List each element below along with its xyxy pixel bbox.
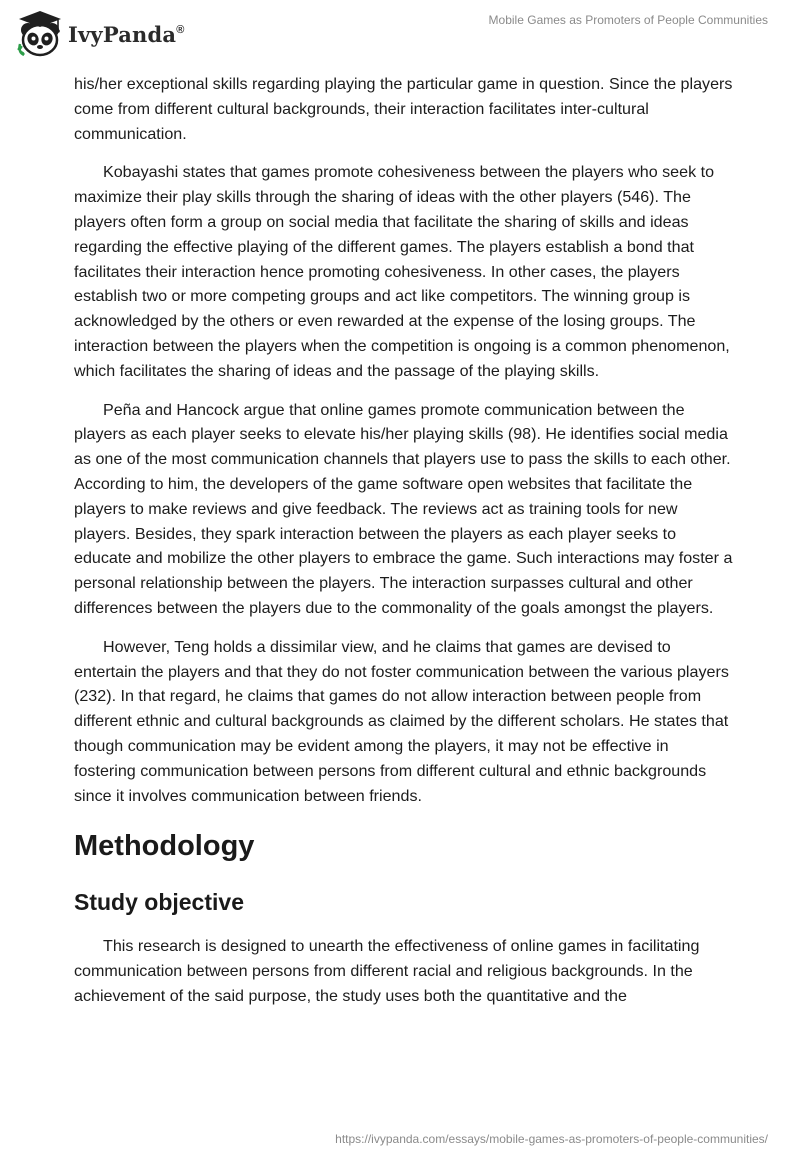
subsection-heading-study-objective: Study objective: [74, 889, 244, 916]
brand-name: [68, 22, 185, 47]
paragraph-continued: his/her exceptional skills regarding playing the particular game in question. Since the players come from different cultural backgrounds, their interaction facilitates inter-cultural communication.: [74, 75, 733, 143]
ivypanda-logo[interactable]: [14, 8, 185, 60]
registered-mark: ®: [176, 23, 185, 36]
paragraph-study-objective: This research is designed to unearth the effectiveness of online games in facilitating communication between persons from different racial and religious backgrounds. In the achievement of the said purpose, the study uses both the quantitative and the: [74, 937, 700, 1005]
paragraph-kobayashi: Kobayashi states that games promote cohesiveness between the players who seek to maximize their play skills through the sharing of ideas with the other players (546). The players often form a group on social media that facilitate the sharing of skills and ideas regarding the effective playing of the different games. The players establish a bond that facilitates their interaction hence promoting cohesiveness. In other cases, the players establish two or more competing groups and act like competitors. The winning group is acknowledged by the others or even rewarded at the expense of the losing groups. The interaction between the players when the competition is ongoing is a common phenomenon, which facilitates the sharing of ideas and the passage of the playing skills.: [74, 163, 730, 380]
source-url[interactable]: https://ivypanda.com/essays/mobile-games-as-promoters-of-people-communities/: [335, 1132, 768, 1146]
paragraph-pena-hancock: Peña and Hancock argue that online games promote communication between the players as each player seeks to elevate his/her playing skills (98). He identifies social media as one of the most communication channels that players use to pass the skills to each other. According to him, the developers of the game software open websites that facilitate the players to make reviews and give feedback. The reviews act as training tools for new players. Besides, they spark interaction between the players as each player seeks to educate and mobilize the other players to embrace the game. Such interactions may foster a personal relationship between the players. The interaction surpasses cultural and other differences between the players due to the commonality of the goals amongst the players.: [74, 400, 733, 617]
paragraph-teng: However, Teng holds a dissimilar view, and he claims that games are devised to entertain the players and that they do not foster communication between the various players (232). In that regard, he claims that games do not allow interaction between people from different ethnic and cultural backgrounds as claimed by the different scholars. He states that though communication may be evident among the players, it may not be effective in fostering communication between persons from different cultural and ethnic backgrounds since it involves communication between friends.: [74, 637, 729, 805]
page-header: [0, 0, 800, 70]
section-heading-methodology: Methodology: [74, 830, 255, 863]
document-title: Mobile Games as Promoters of People Communities: [488, 13, 768, 27]
panda-graduate-icon: [14, 8, 66, 60]
brand-text: IvyPanda: [68, 21, 177, 47]
essay-body: [74, 72, 734, 1023]
